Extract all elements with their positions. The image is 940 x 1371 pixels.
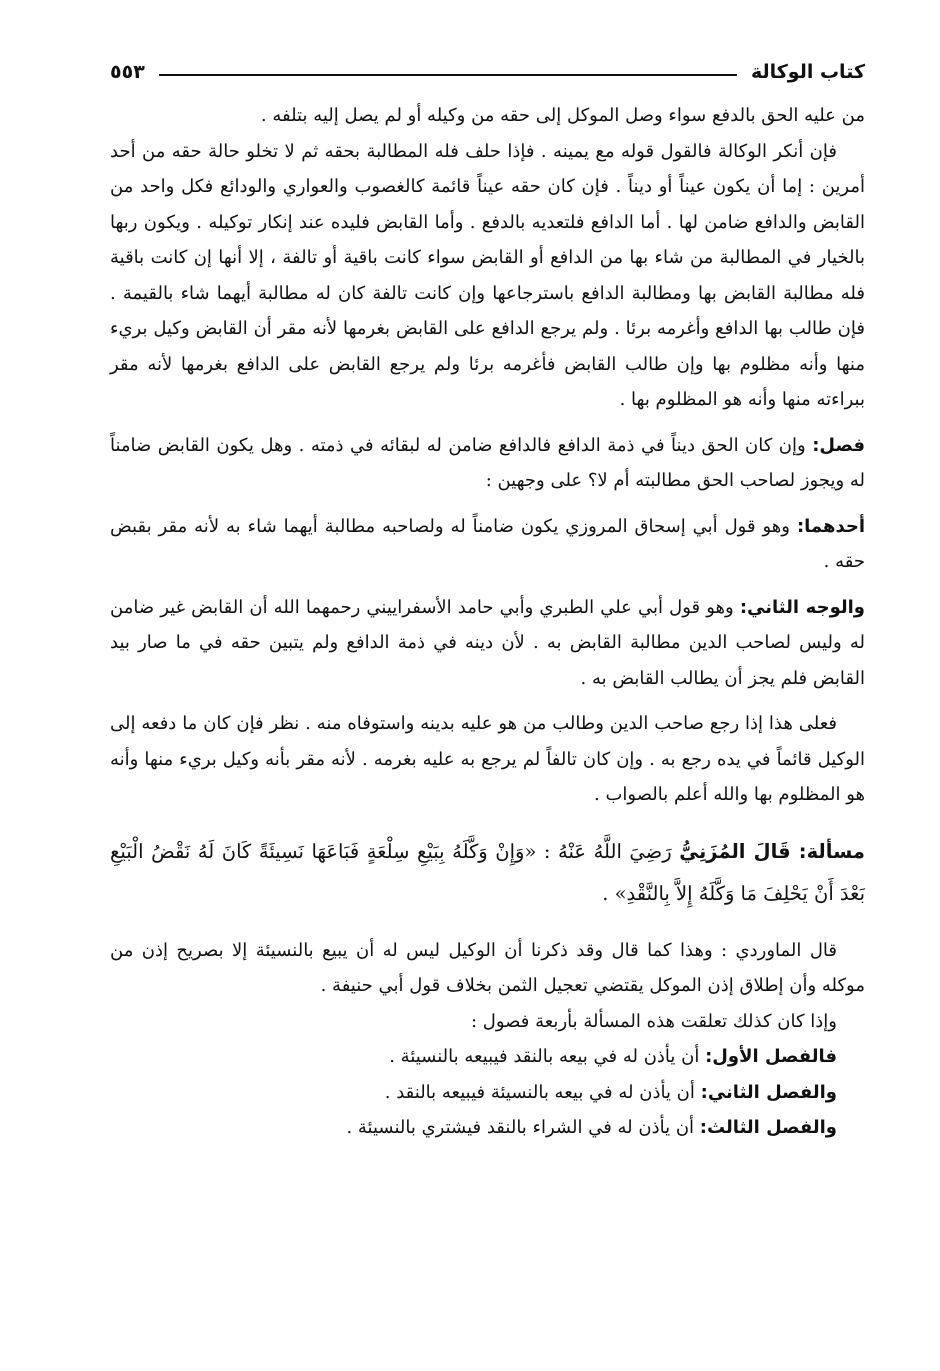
header-rule <box>159 74 737 76</box>
paragraph-text: فعلى هذا إذا رجع صاحب الدين وطالب من هو عليه بدينه واستوفاه منه . نظر فإن كان ما دفعه إلى الوكيل قائماً في يده رجع به . وإن كان تالفاً لم يرجع به عليه بغرمه . لأنه مقر بأنه وكيل بريء منها وأنه هو المظلوم بها والله أعلم بالصواب . <box>110 713 865 805</box>
paragraph-masala <box>110 831 865 915</box>
page-header <box>110 52 865 92</box>
paragraph-mawardi <box>110 933 865 1004</box>
paragraph-text: من عليه الحق بالدفع سواء وصل الموكل إلى حقه من وكيله أو لم يصل إليه بتلفه . <box>260 105 865 126</box>
paragraph-lead: أحدهما: <box>796 515 865 537</box>
paragraph-four-sections <box>110 1004 865 1040</box>
paragraph-second-view <box>110 590 865 697</box>
paragraph-text: أن يأذن له في بيعه بالنقد فيبيعه بالنسيئة . <box>389 1046 700 1067</box>
paragraph-fasl <box>110 428 865 499</box>
page-body <box>110 98 865 1146</box>
paragraph-section-two <box>110 1075 865 1111</box>
page-number: ٥٥٣ <box>110 61 145 83</box>
book-page <box>110 52 865 1146</box>
paragraph-lead: فصل: <box>812 434 865 456</box>
paragraph-lead: والوجه الثاني: <box>739 596 865 618</box>
paragraph-text: قال الماوردي : وهذا كما قال وقد ذكرنا أن الوكيل ليس له أن يبيع بالنسيئة إلا بصريح إذن من موكله وأن إطلاق إذن الموكل يقتضي تعجيل الثمن بخلاف قول أبي حنيفة . <box>110 939 865 996</box>
paragraph-text: رَضِيَ اللَّهُ عَنْهُ : «وَإِنْ وَكَّلَهُ بِبَيْعِ سِلْعَةٍ فَبَاعَهَا نَسِيئَةً كَانَ لَهُ نَقْضُ الْبَيْعِ بَعْدَ أَنْ يَحْلِفَ مَا وَكَّلَهُ إِلاَّ بِالنَّقْدِ» . <box>110 839 865 905</box>
paragraph-text: وإن كان الحق ديناً في ذمة الدافع فالدافع ضامن له لبقائه في ذمته . وهل يكون القابض ضامناً له ويجوز لصاحب الحق مطالبته أم لا؟ على وجهين : <box>110 434 865 491</box>
paragraph-first-view <box>110 509 865 580</box>
paragraph-lead: والفصل الثاني: <box>700 1081 837 1103</box>
paragraph-text: وإذا كان كذلك تعلقت هذه المسألة بأربعة فصول : <box>471 1010 837 1032</box>
paragraph-lead: فالفصل الأول: <box>705 1046 837 1067</box>
paragraph-text: أن يأذن له في بيعه بالنسيئة فيبيعه بالنقد . <box>384 1081 695 1103</box>
paragraph-denial-of-agency <box>110 134 865 418</box>
paragraph-lead: مسألة: قَالَ المُزَنِيُّ <box>679 839 865 863</box>
paragraph-text: فإن أنكر الوكالة فالقول قوله مع يمينه . فإذا حلف فله المطالبة بحقه ثم لا تخلو حالة حقه من أحد أمرين : إما أن يكون عيناً أو ديناً . فإن كان حقه عيناً قائمة كالغصوب والعواري والودائع فكل واحد من القابض والدافع ضامن لها . أما الدافع فلتعديه بالدفع . وأما القابض فليده عند إنكار توكيله . ويكون ربها بالخيار في المطالبة من شاء بها من الدافع أو القابض سواء كانت باقية أو تالفة ، إلا أنها إن كانت باقية فله مطالبة القابض بها ومطالبة الدافع باسترجاعها وإن كانت تالفة كان له مطالبة أيهما شاء بالقيمة . فإن طالب بها الدافع وأغرمه برئا . ولم يرجع الدافع على القابض بغرمها لأنه مقر أن القابض وكيل بريء منها وأنه مظلوم بها وإن طالب القابض فأغرمه برئا ولم يرجع القابض على الدافع بغرمها لأنه مقر ببراءته منها وأنه هو المظلوم بها . <box>110 140 865 410</box>
paragraph-continuation <box>110 98 865 134</box>
paragraph-section-one <box>110 1039 865 1075</box>
paragraph-section-three <box>110 1110 865 1146</box>
paragraph-consequence <box>110 706 865 813</box>
paragraph-lead: والفصل الثالث: <box>699 1117 837 1138</box>
chapter-title: كتاب الوكالة <box>750 61 865 83</box>
paragraph-text: وهو قول أبي إسحاق المروزي يكون ضامناً له ولصاحبه مطالبة أيهما شاء به لأنه مقر بقبض حقه . <box>110 515 865 572</box>
paragraph-text: وهو قول أبي علي الطبري وأبي حامد الأسفراييني رحمهما الله أن القابض غير ضامن له وليس لصاحب الدين مطالبة القابض به . لأن دينه في ذمة الدافع ولم يتبين حقه في ما صار بيد القابض فلم يجز أن يطالب القابض به . <box>110 596 865 689</box>
paragraph-text: أن يأذن له في الشراء بالنقد فيشتري بالنسيئة . <box>346 1117 695 1138</box>
